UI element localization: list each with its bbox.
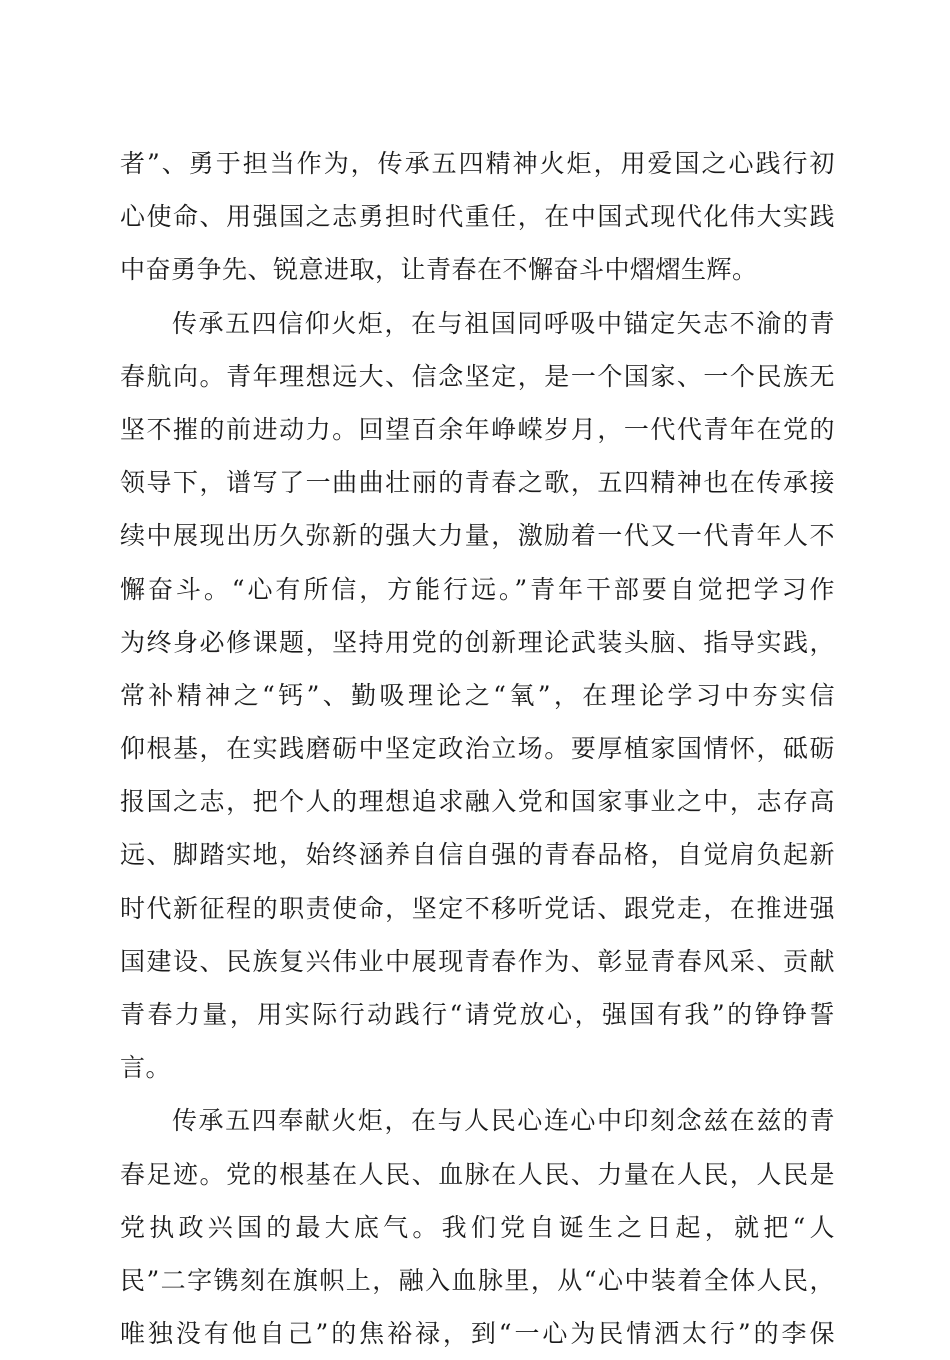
text-line: 心使命、用强国之志勇担时代重任，在中国式现代化伟大实践 bbox=[120, 202, 835, 232]
text-line: 坚不摧的前进动力。回望百余年峥嵘岁月，一代代青年在党的 bbox=[120, 414, 835, 444]
document-body bbox=[120, 137, 835, 1360]
text-line: 续中展现出历久弥新的强大力量，激励着一代又一代青年人不 bbox=[120, 521, 835, 551]
text-line: 民”二字镌刻在旗帜上，融入血脉里，从“心中装着全体人民， bbox=[120, 1265, 835, 1295]
text-line: 春航向。青年理想远大、信念坚定，是一个国家、一个民族无 bbox=[120, 361, 835, 391]
text-line: 时代新征程的职责使命，坚定不移听党话、跟党走，在推进强 bbox=[120, 893, 835, 923]
text-line: 报国之志，把个人的理想追求融入党和国家事业之中，志存高 bbox=[120, 787, 835, 817]
text-line: 领导下，谱写了一曲曲壮丽的青春之歌，五四精神也在传承接 bbox=[120, 468, 835, 498]
text-line: 传承五四奉献火炬，在与人民心连心中印刻念兹在兹的青 bbox=[172, 1106, 835, 1136]
text-line: 传承五四信仰火炬，在与祖国同呼吸中锚定矢志不渝的青 bbox=[172, 308, 835, 338]
text-line: 唯独没有他自己”的焦裕禄，到“一心为民情洒太行”的李保 bbox=[120, 1319, 835, 1349]
text-line: 中奋勇争先、锐意进取，让青春在不懈奋斗中熠熠生辉。 bbox=[120, 255, 758, 285]
text-line: 常补精神之“钙”、勤吸理论之“氧”，在理论学习中夯实信 bbox=[120, 680, 835, 710]
text-line: 青春力量，用实际行动践行“请党放心，强国有我”的铮铮誓 bbox=[120, 1000, 835, 1029]
text-line: 仰根基，在实践磨砺中坚定政治立场。要厚植家国情怀，砥砺 bbox=[120, 734, 835, 764]
text-line: 远、脚踏实地，始终涵养自信自强的青春品格，自觉肩负起新 bbox=[120, 840, 835, 870]
text-line: 国建设、民族复兴伟业中展现青春作为、彰显青春风采、贡献 bbox=[120, 946, 835, 976]
text-line: 为终身必修课题，坚持用党的创新理论武装头脑、指导实践， bbox=[120, 627, 835, 657]
text-line: 春足迹。党的根基在人民、血脉在人民、力量在人民，人民是 bbox=[120, 1159, 835, 1189]
text-line: 党执政兴国的最大底气。我们党自诞生之日起，就把“人 bbox=[120, 1212, 835, 1242]
text-line: 者”、勇于担当作为，传承五四精神火炬，用爱国之心践行初 bbox=[120, 149, 835, 178]
text-line: 懈奋斗。“心有所信，方能行远。”青年干部要自觉把学习作 bbox=[120, 574, 835, 604]
text-line: 言。 bbox=[120, 1053, 172, 1083]
